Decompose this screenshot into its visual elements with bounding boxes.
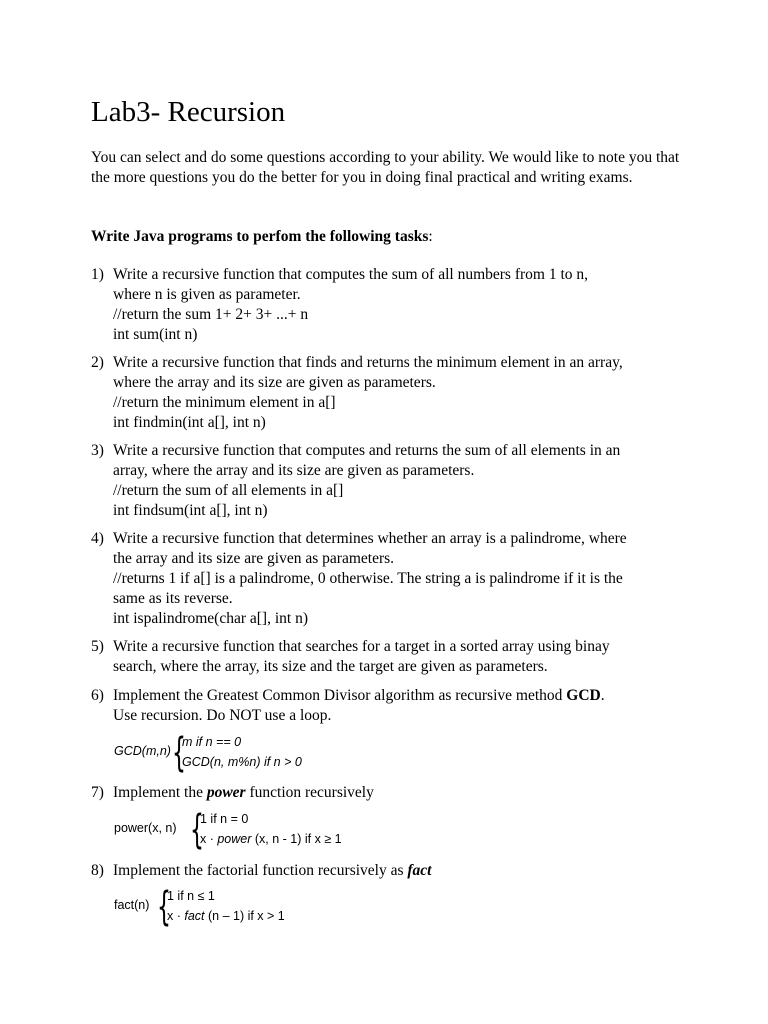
question-number: 8)	[91, 862, 104, 879]
question-comment: //return the sum of all elements in a[]	[113, 482, 344, 499]
question-number: 6)	[91, 687, 104, 704]
page-title: Lab3- Recursion	[91, 96, 286, 128]
question-line: Write a recursive function that computes and returns the sum of all elements in an	[113, 442, 621, 459]
formula-function-name: fact	[184, 909, 205, 923]
question-signature: int findmin(int a[], int n)	[113, 414, 266, 431]
question-line	[113, 686, 683, 706]
question-line: array, where the array and its size are given as parameters.	[113, 462, 475, 479]
question-keyword: GCD	[566, 687, 601, 704]
formula-case-2	[200, 832, 342, 846]
question-line: where the array and its size are given as parameters.	[113, 374, 436, 391]
formula-case-2-post: (x, n - 1) if x ≥ 1	[251, 832, 342, 846]
question-number: 3)	[91, 442, 104, 459]
question-comment: same as its reverse.	[113, 590, 233, 607]
question-number: 7)	[91, 784, 104, 801]
question-line	[113, 783, 683, 803]
question-line: Write a recursive function that searches for a target in a sorted array using binay	[113, 638, 610, 655]
question-text: Implement the factorial function recursively as	[113, 862, 408, 879]
question-line	[113, 861, 683, 881]
formula-brace: {	[190, 807, 204, 853]
formula-case-2-pre: x ·	[167, 909, 185, 923]
formula-brace: {	[172, 730, 186, 776]
question-line: Write a recursive function that finds and returns the minimum element in an array,	[113, 354, 623, 371]
question-signature: int sum(int n)	[113, 326, 198, 343]
formula-function-name: power	[217, 832, 252, 846]
question-comment: //returns 1 if a[] is a palindrome, 0 otherwise. The string a is palindrome if it is the	[113, 570, 623, 587]
formula-case-2: GCD(n, m%n) if n > 0	[182, 755, 302, 769]
question-text: Implement the Greatest Common Divisor algorithm as recursive method	[113, 687, 567, 704]
question-line: Use recursion. Do NOT use a loop.	[113, 707, 332, 724]
question-text: Implement the	[113, 784, 207, 801]
question-line: Write a recursive function that determines whether an array is a palindrome, where	[113, 530, 627, 547]
formula-case-2-pre: x ·	[200, 832, 218, 846]
formula-case-2-post: (n – 1) if x > 1	[204, 909, 285, 923]
formula-lhs: fact(n)	[114, 898, 150, 912]
intro-paragraph: You can select and do some questions according to your ability. We would like to note you that the more questions you do the better for you in doing final practical and writing exams.	[91, 149, 680, 186]
formula-case-1: m if n == 0	[182, 735, 242, 749]
task-heading-colon: :	[428, 228, 433, 245]
question-keyword: fact	[407, 862, 432, 879]
question-line: search, where the array, its size and the target are given as parameters.	[113, 658, 548, 675]
formula-brace: {	[157, 884, 171, 930]
question-comment: //return the minimum element in a[]	[113, 394, 336, 411]
task-heading-bold: Write Java programs to perfom the following tasks	[91, 228, 429, 245]
question-line: Write a recursive function that computes the sum of all numbers from 1 to n,	[113, 266, 589, 283]
question-number: 5)	[91, 638, 104, 655]
question-keyword: power	[206, 784, 246, 801]
formula-case-1: 1 if n = 0	[200, 812, 249, 826]
question-comment: //return the sum 1+ 2+ 3+ ...+ n	[113, 306, 309, 323]
question-line: the array and its size are given as parameters.	[113, 550, 395, 567]
question-text-end: .	[600, 687, 605, 704]
question-number: 1)	[91, 266, 104, 283]
task-heading	[91, 227, 433, 247]
question-number: 4)	[91, 530, 104, 547]
question-line: where n is given as parameter.	[113, 286, 301, 303]
question-number: 2)	[91, 354, 104, 371]
formula-case-1: 1 if n ≤ 1	[167, 889, 215, 903]
gcd-formula	[114, 730, 354, 776]
formula-case-2	[167, 909, 285, 923]
formula-lhs: power(x, n)	[114, 821, 177, 835]
question-text-end: function recursively	[245, 784, 374, 801]
fact-formula	[114, 884, 334, 930]
question-signature: int findsum(int a[], int n)	[113, 502, 268, 519]
power-formula	[114, 807, 374, 853]
formula-lhs: GCD(m,n)	[114, 744, 171, 758]
question-signature: int ispalindrome(char a[], int n)	[113, 610, 308, 627]
